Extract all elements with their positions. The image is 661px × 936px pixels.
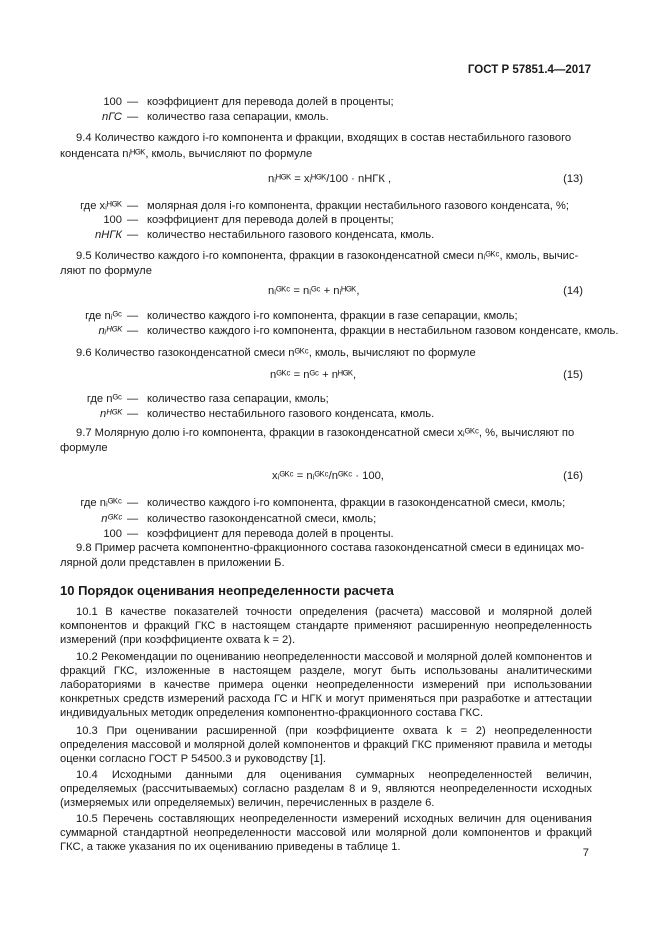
paragraph-10-1: 10.1 В качестве показателей точности определения (расчета) массовой и молярной долей компонентов и фракций ГКС в настоящем стандарте применяют расширенную неопределенность измерений (при коэффициенте охвата k = 2). [60,606,592,646]
formula-13: nᵢᴴᴳᴷ = xᵢᴴᴳᴷ/100 · nНГК , [268,173,392,185]
equation-number-15: (15) [563,369,583,381]
paragraph-10-5: 10.5 Перечень составляющих неопределенности измерений исходных величин для оценивания суммарной стандартной неопределенности массовой или молярной доли компонентов и фракций ГКС, а также указания по их оцениванию приведены в таблице 1. [60,813,592,853]
paragraph-9-7-line1: 9.7 Молярную долю i-го компонента, фракции в газоконденсатной смеси xᵢᴳᴷᶜ, %, вычисляют по [76,427,575,439]
paragraph-9-8-line1: 9.8 Пример расчета компонентно-фракционного состава газоконденсатной смеси в единицах мо- [76,542,585,554]
equation-number-13: (13) [563,173,583,185]
paragraph-9-5-line2: ляют по формуле [60,265,152,277]
paragraph-9-5-line1: 9.5 Количество каждого i-го компонента, фракции в газоконденсатной смеси nᵢᴳᴷᶜ, кмоль, вычис- [76,250,579,262]
document-page: ГОСТ Р 57851.4—2017 100 — коэффициент для перевода долей в проценты; nГС — количество газа сепарации, кмоль. 9.4 Количество каждого i-го компонента и фракции, входящих в состав нестабильного газового конденсата nᵢᴴᴳᴷ, кмоль, вычисляют по формуле nᵢᴴᴳᴷ = xᵢᴴᴳᴷ/100 · nНГК , (13) где xᵢᴴᴳᴷ — молярная доля i-го компонента, фракции нестабильного газового конденсата, %; 100 — коэффициент для перевода долей в проценты; nНГК — количество нестабильного газового конденсата, кмоль. 9.5 Количество каждого i-го компонента, фракции в газоконденсатной смеси nᵢᴳᴷᶜ, кмоль, вычис- ляют по формуле nᵢᴳᴷᶜ = nᵢᴳᶜ + nᵢᴴᴳᴷ, (14) где nᵢᴳᶜ — количество каждого i-го компонента, фракции в газе сепарации, кмоль; nᵢᴴᴳᴷ — количество каждого i-го компонента, фракции в нестабильном газовом конденсате, кмоль. 9.6 Количество газоконденсатной смеси nᴳᴷᶜ, кмоль, вычисляют по формуле nᴳᴷᶜ = nᴳᶜ + nᴴᴳᴷ, (15) где nᴳᶜ — количество газа сепарации, кмоль; nᴴᴳᴷ — количество нестабильного газового конденсата, кмоль. 9.7 Молярную долю i-го компонента, фракции в газоконденсатной смеси xᵢᴳᴷᶜ, %, вычисляют по формуле xᵢᴳᴷᶜ = nᵢᴳᴷᶜ/nᴳᴷᶜ · 100, (16) где nᵢᴳᴷᶜ — количество каждого i-го компонента, фракции в газоконденсатной смеси, кмоль; nᴳᴷᶜ — количество газоконденсатной смеси, кмоль; 100 — коэффициент для перевода долей в проценты. 9.8 Пример расчета компонентно-фракционного состава газоконденсатной смеси в единицах мо- лярной доли представлен в приложении Б. 10 Порядок оценивания неопределенности расчета 10.1 В качестве показателей точности определения (расчета) массовой и молярной долей компонентов и фракций ГКС в настоящем стандарте применяют расширенную неопределенность измерений (при коэффициенте охвата k = 2). 10.2 Рекомендации по оцениванию неопределенности массовой и молярной долей компонентов и фракций ГКС, изложенные в настоящем разделе, могут быть использованы аналитическими лабораториями в качестве примера оценки неопределенности измерений при использовании конкретных средств измерений расхода ГС и НГК и могут применяться при разработке и аттестации индивидуальных методик определения компонентно-фракционного состава ГКС. 10.3 При оценивании расширенной (при коэффициенте охвата k = 2) неопределенности определения массовой и молярной долей компонентов и фракций ГКС применяют правила и методы оценки согласно ГОСТ Р 54500.3 и руководству [1]. 10.4 Исходными данными для оценивания суммарных неопределенностей величин, определяемых (рассчитываемых) согласно разделам 8 и 9, являются неопределенности исходных (измеряемых или определяемых) величин, перечисленных в разделе 6. 10.5 Перечень составляющих неопределенности измерений исходных величин для оценивания суммарной стандартной неопределенности массовой или молярной доли компонентов и фракций ГКС, а также указания по их оцениванию приведены в таблице 1. 7 [60,64,619,859]
formula-16: xᵢᴳᴷᶜ = nᵢᴳᴷᶜ/nᴳᴷᶜ · 100, [272,470,384,482]
equation-number-14: (14) [563,285,583,297]
paragraph-9-4-line2: конденсата nᵢᴴᴳᴷ, кмоль, вычисляют по формуле [60,148,313,160]
paragraph-10-3: 10.3 При оценивании расширенной (при коэффициенте охвата k = 2) неопределенности определения массовой и молярной долей компонентов и фракций ГКС применяют правила и методы оценки согласно ГОСТ Р 54500.3 и руководству [1]. [60,725,592,765]
paragraph-10-4: 10.4 Исходными данными для оценивания суммарных неопределенностей величин, определяемых (рассчитываемых) согласно разделам 8 и 9, являются неопределенности исходных (измеряемых или определяемых) величин, перечисленных в разделе 6. [60,769,592,809]
section-heading: 10 Порядок оценивания неопределенности расчета [60,583,394,598]
formula-15: nᴳᴷᶜ = nᴳᶜ + nᴴᴳᴷ, [270,369,357,381]
paragraph-9-7-line2: формуле [60,442,108,454]
paragraph-9-8-line2: лярной доли представлен в приложении Б. [60,557,285,569]
page-number: 7 [582,847,589,859]
equation-number-16: (16) [563,470,583,482]
paragraph-10-2: 10.2 Рекомендации по оцениванию неопределенности массовой и молярной долей компонентов и фракций ГКС, изложенные в настоящем разделе, могут быть использованы аналитическими лабораториями в качестве примера оценки неопределенности измерений при использовании конкретных средств измерений расхода ГС и НГК и могут применяться при разработке и аттестации индивидуальных методик определения компонентно-фракционного состава ГКС. [60,651,592,719]
paragraph-9-4-line1: 9.4 Количество каждого i-го компонента и фракции, входящих в состав нестабильного газового [76,132,572,144]
paragraph-9-6-line1: 9.6 Количество газоконденсатной смеси nᴳᴷᶜ, кмоль, вычисляют по формуле [76,347,476,359]
standard-number: ГОСТ Р 57851.4—2017 [467,64,591,76]
formula-14: nᵢᴳᴷᶜ = nᵢᴳᶜ + nᵢᴴᴳᴷ, [268,285,360,297]
